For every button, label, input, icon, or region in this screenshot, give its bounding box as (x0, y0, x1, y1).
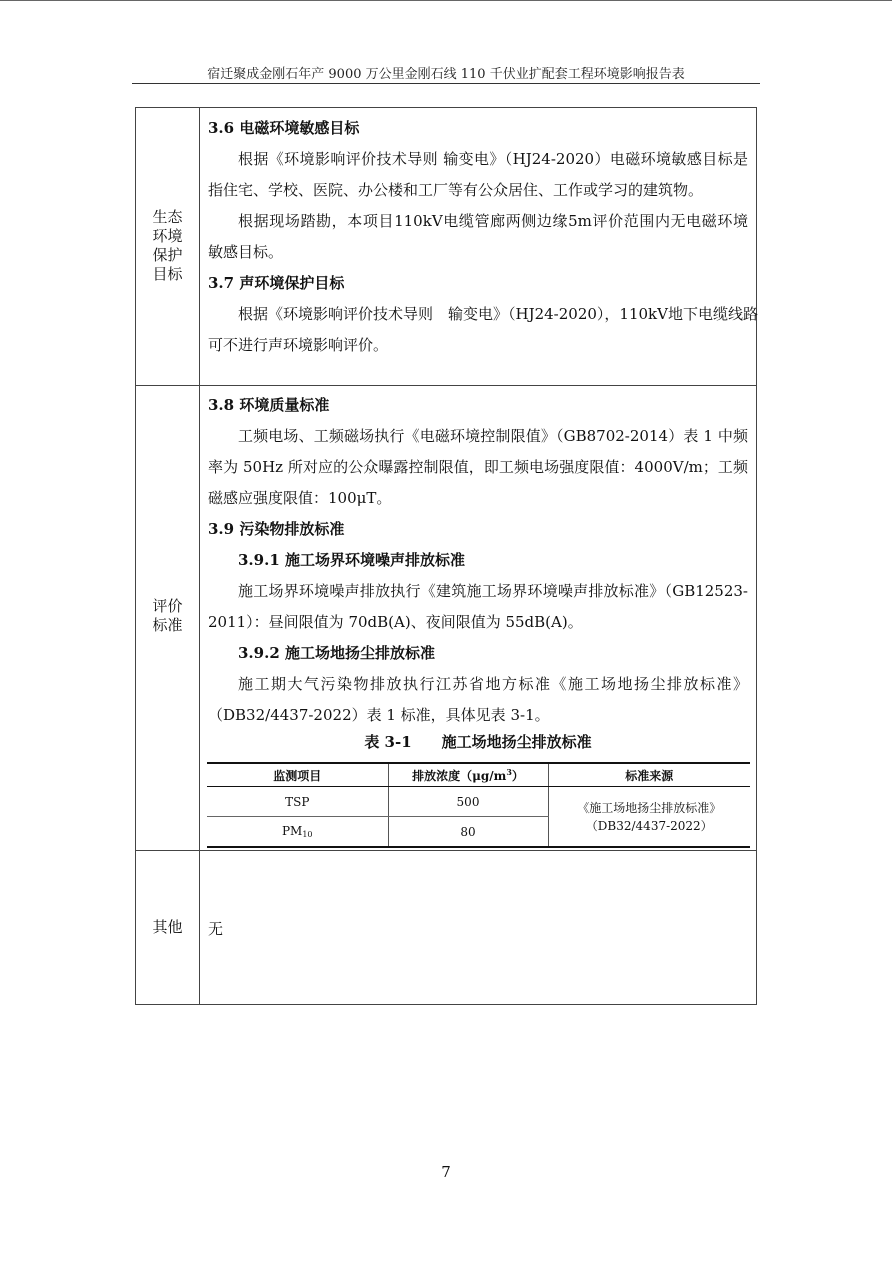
paragraph-line: 施工场界环境噪声排放执行《建筑施工场界环境噪声排放标准》（GB12523- (238, 582, 748, 600)
heading-3-9-1: 3.9.1 施工场界环境噪声排放标准 (238, 551, 465, 569)
cell-value: 80 (388, 817, 548, 848)
header-text: ） (511, 768, 524, 783)
section-label-standards (136, 597, 199, 635)
row-divider-1 (136, 385, 756, 386)
col-header-item: 监测项目 (207, 763, 388, 787)
section-label-other: 其他 (152, 918, 183, 936)
row-divider-2 (136, 850, 756, 851)
heading-3-8: 3.8 环境质量标准 (208, 396, 330, 414)
paragraph-line: 施工期大气污染物排放执行江苏省地方标准《施工场地扬尘排放标准》 (238, 675, 748, 693)
cell-value: 500 (388, 787, 548, 817)
source-line: （DB32/4437-2022） (585, 818, 713, 833)
column-divider (199, 108, 200, 1004)
paragraph-line: （DB32/4437-2022）表 1 标准，具体见表 3-1。 (208, 706, 550, 724)
header-rule (132, 83, 760, 84)
top-border-line (0, 0, 892, 1)
superscript: 3 (506, 766, 512, 777)
item-text: PM (281, 824, 303, 838)
paragraph-line: 指住宅、学校、医院、办公楼和工厂等有公众居住、工作或学习的建筑物。 (208, 181, 704, 199)
heading-3-6: 3.6 电磁环境敏感目标 (208, 119, 360, 137)
col-header-source: 标准来源 (548, 763, 750, 787)
table-3-1-title: 表 3-1 施工场地扬尘排放标准 (364, 733, 592, 751)
paragraph-line: 率为 50Hz 所对应的公众曝露控制限值，即工频电场强度限值：4000V/m；工频 (208, 458, 748, 476)
page-number: 7 (441, 1163, 451, 1181)
header-text: 排放浓度（μg/m (412, 768, 507, 783)
paragraph-line: 磁感应强度限值：100μT。 (208, 489, 392, 507)
label-line: 环境 (152, 227, 183, 245)
section-content-standards (208, 390, 748, 731)
section-content-other (208, 914, 748, 945)
section-content-ecology (208, 113, 758, 361)
cell-source (548, 787, 750, 848)
section-label-ecology (136, 208, 199, 284)
paragraph-line: 可不进行声环境影响评价。 (208, 336, 389, 354)
label-line: 保护 (152, 246, 183, 264)
label-line: 评价 (152, 597, 183, 615)
cell-item (207, 817, 388, 848)
subscript: 10 (302, 830, 313, 839)
label-line: 生态 (152, 208, 183, 226)
table-row (207, 787, 750, 817)
other-text: 无 (208, 920, 224, 938)
heading-3-7: 3.7 声环境保护目标 (208, 274, 345, 292)
source-line: 《施工场地扬尘排放标准》 (577, 800, 722, 815)
dust-emission-table (207, 762, 750, 848)
paragraph-line: 2011）：昼间限值为 70dB(A)、夜间限值为 55dB(A)。 (208, 613, 583, 631)
report-table-frame (135, 107, 757, 1005)
table-header-row (207, 763, 750, 787)
paragraph-line: 敏感目标。 (208, 243, 284, 261)
paragraph-line: 根据现场踏勘，本项目110kV电缆管廊两侧边缘5m评价范围内无电磁环境 (238, 212, 748, 230)
cell-item: TSP (207, 787, 388, 817)
heading-3-9-2: 3.9.2 施工场地扬尘排放标准 (238, 644, 435, 662)
paragraph-line: 根据《环境影响评价技术导则 输变电》（HJ24-2020），110kV地下电缆线路 (238, 305, 758, 323)
label-line: 目标 (152, 265, 183, 283)
paragraph-line: 根据《环境影响评价技术导则 输变电》（HJ24-2020）电磁环境敏感目标是 (238, 150, 748, 168)
page-header-title: 宿迁聚成金刚石年产 9000 万公里金刚石线 110 千伏业扩配套工程环境影响报告表 (207, 67, 685, 82)
paragraph-line: 工频电场、工频磁场执行《电磁环境控制限值》（GB8702-2014）表 1 中频 (238, 427, 748, 445)
col-header-concentration (388, 763, 548, 787)
label-line: 标准 (152, 616, 183, 634)
heading-3-9: 3.9 污染物排放标准 (208, 520, 345, 538)
